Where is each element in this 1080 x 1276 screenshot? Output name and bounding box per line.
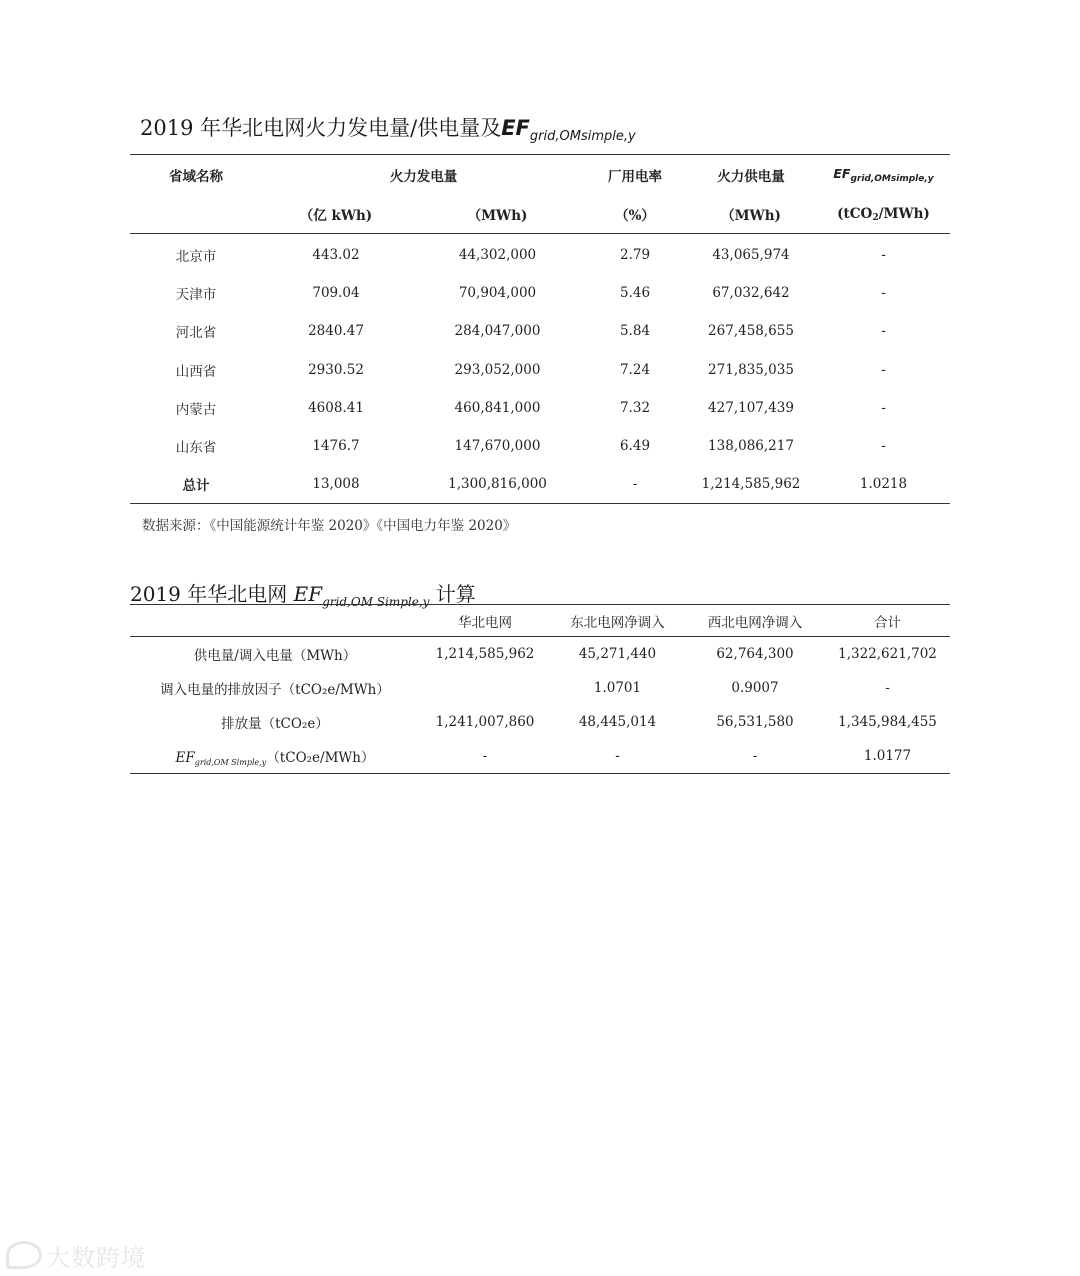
table-row xyxy=(130,274,950,312)
table-row xyxy=(130,671,950,705)
cell-northwest: 62,764,300 xyxy=(716,646,794,662)
cell-supply: 267,458,655 xyxy=(708,323,794,340)
cell-gen-mwh: 460,841,000 xyxy=(454,399,541,416)
cell-province: 山东省 xyxy=(175,440,217,457)
ef-row-label-sub: grid,OM Simple,y xyxy=(194,757,267,767)
thermal-power-table xyxy=(130,154,950,504)
cell-gen-yi: 709.04 xyxy=(312,285,360,302)
cell-ef: - xyxy=(881,399,886,416)
header-province: 省域名称 xyxy=(169,169,223,185)
cell-northeast: 1.0701 xyxy=(593,680,642,696)
cell-northwest: 56,531,580 xyxy=(716,714,794,730)
table1-title xyxy=(140,112,636,144)
cell-ef: - xyxy=(881,323,886,340)
watermark-text: 大数跨境 xyxy=(46,1244,146,1272)
unit-rate: （%） xyxy=(585,195,685,234)
cell-northwest: 0.9007 xyxy=(731,680,779,696)
cell-north: - xyxy=(482,748,488,764)
cell-province: 山西省 xyxy=(175,363,217,380)
cell-supply: 43,065,974 xyxy=(712,247,790,264)
ef-calculation-table xyxy=(130,604,950,774)
cell-province: 河北省 xyxy=(175,325,217,342)
unit-ef-prefix: (tCO xyxy=(837,205,873,222)
unit-ef-suffix: /MWh) xyxy=(878,205,930,222)
unit-gen-mwh: （MWh) xyxy=(410,195,585,234)
cell-rate: - xyxy=(632,476,638,493)
table-row xyxy=(130,705,950,739)
cell-rate: 5.84 xyxy=(619,323,651,340)
cell-supply: 427,107,439 xyxy=(708,399,794,416)
header-northwest-import: 西北电网净调入 xyxy=(685,605,825,637)
row-label: 排放量（tCO₂e） xyxy=(221,716,329,732)
cell-ef: - xyxy=(881,247,886,264)
table-row xyxy=(130,427,950,465)
cell-rate: 7.24 xyxy=(619,361,651,378)
table2-title-text: 2019 年华北电网 xyxy=(130,582,294,606)
cell-rate: 5.46 xyxy=(619,285,651,302)
row-label: 供电量/调入电量（MWh） xyxy=(193,648,357,664)
table1-title-ef: EF xyxy=(501,116,530,140)
row-label xyxy=(130,739,420,774)
table-row xyxy=(130,351,950,389)
cell-northwest: - xyxy=(752,748,758,764)
row-label: 调入电量的排放因子（tCO₂e/MWh） xyxy=(160,682,390,698)
cell-rate: 2.79 xyxy=(619,247,651,264)
ef-row-label-unit: （tCO₂e/MWh） xyxy=(266,749,375,766)
table1-title-text: 2019 年华北电网火力发电量/供电量及 xyxy=(140,116,502,140)
cell-north xyxy=(420,671,550,705)
cell-gen-mwh: 1,300,816,000 xyxy=(448,476,547,493)
cell-province: 内蒙古 xyxy=(175,401,217,418)
unit-supply-mwh: （MWh) xyxy=(685,195,817,234)
cell-supply: 271,835,035 xyxy=(708,361,794,378)
table2-title-suffix: 计算 xyxy=(429,582,476,606)
table2-title-ef-sub: grid,OM Simple,y xyxy=(322,595,430,609)
unit-gen-yi: （亿 kWh) xyxy=(262,195,410,234)
cell-total: 1,345,984,455 xyxy=(838,714,937,730)
cell-supply: 138,086,217 xyxy=(708,438,794,455)
cell-gen-mwh: 293,052,000 xyxy=(454,361,541,378)
cell-gen-mwh: 284,047,000 xyxy=(454,323,541,340)
cell-northeast: 45,271,440 xyxy=(578,646,657,662)
table-row xyxy=(130,637,950,672)
total-row xyxy=(130,465,950,504)
table-row xyxy=(130,234,950,275)
header-aux-rate: 厂用电率 xyxy=(608,169,662,185)
cell-gen-yi: 2930.52 xyxy=(308,361,364,378)
header-total: 合计 xyxy=(825,605,950,637)
header-ef xyxy=(817,155,950,196)
header-blank xyxy=(130,605,420,637)
cell-northeast: - xyxy=(615,748,620,764)
cell-rate: 6.49 xyxy=(619,438,651,455)
cell-gen-mwh: 44,302,000 xyxy=(458,247,537,264)
cell-gen-mwh: 147,670,000 xyxy=(454,438,541,455)
header-northeast-import: 东北电网净调入 xyxy=(550,605,685,637)
cell-province: 北京市 xyxy=(175,249,217,266)
source-note: 数据来源：《中国能源统计年鉴 2020》《中国电力年鉴 2020》 xyxy=(142,518,517,534)
cell-ef: 1.0218 xyxy=(859,476,908,493)
cell-supply: 67,032,642 xyxy=(712,285,790,302)
cell-gen-yi: 4608.41 xyxy=(308,399,364,416)
table1-title-ef-sub: grid,OMsimple,y xyxy=(529,129,636,144)
header-ef-sub: grid,OMsimple,y xyxy=(850,174,934,184)
cell-province: 总计 xyxy=(182,478,210,495)
cell-ef: - xyxy=(881,438,886,455)
unit-blank xyxy=(130,195,262,234)
cell-province: 天津市 xyxy=(175,287,217,304)
cell-total: - xyxy=(885,680,890,696)
cell-rate: 7.32 xyxy=(619,399,651,416)
unit-ef-sub: 2 xyxy=(872,212,879,223)
cell-supply: 1,214,585,962 xyxy=(701,476,801,493)
chat-bubble-logo-icon xyxy=(6,1241,42,1269)
table2-title-ef: EF xyxy=(293,582,323,606)
cell-total: 1,322,621,702 xyxy=(838,646,937,662)
cell-ef: - xyxy=(881,285,886,302)
watermark xyxy=(6,1238,146,1273)
cell-gen-yi: 1476.7 xyxy=(312,438,360,455)
ef-row xyxy=(130,739,950,774)
cell-north: 1,214,585,962 xyxy=(435,646,535,662)
table-row xyxy=(130,389,950,427)
cell-ef: - xyxy=(881,361,886,378)
table-row xyxy=(130,312,950,350)
cell-gen-yi: 2840.47 xyxy=(308,323,364,340)
header-thermal-supply: 火力供电量 xyxy=(717,169,785,185)
unit-ef xyxy=(817,195,950,234)
ef-row-label-ef: EF xyxy=(175,749,195,766)
cell-northeast: 48,445,014 xyxy=(578,714,657,730)
cell-gen-yi: 13,008 xyxy=(312,476,360,493)
cell-total: 1.0177 xyxy=(863,748,912,764)
header-north-grid: 华北电网 xyxy=(420,605,550,637)
header-ef-main: EF xyxy=(833,166,851,181)
cell-gen-mwh: 70,904,000 xyxy=(458,285,537,302)
cell-north: 1,241,007,860 xyxy=(435,714,535,730)
cell-gen-yi: 443.02 xyxy=(312,247,360,264)
header-thermal-gen: 火力发电量 xyxy=(389,169,458,185)
